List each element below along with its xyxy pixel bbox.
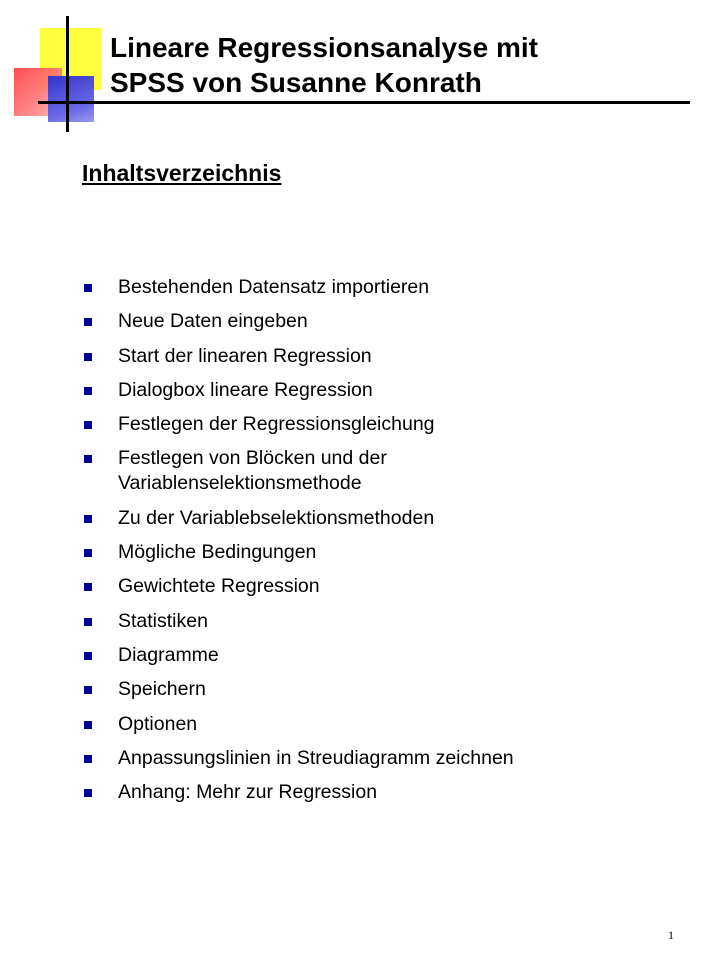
toc-item bbox=[82, 446, 682, 496]
square-bullet-icon bbox=[84, 515, 92, 523]
toc-item bbox=[82, 746, 682, 771]
slide-title-line-1: Lineare Regressionsanalyse mit bbox=[110, 32, 538, 63]
toc-item-text: Bestehenden Datensatz importieren bbox=[118, 276, 430, 298]
square-bullet-icon bbox=[84, 721, 92, 729]
toc-item bbox=[82, 412, 682, 437]
toc-item-text: Mögliche Bedingungen bbox=[118, 541, 317, 564]
square-bullet-icon bbox=[84, 583, 92, 591]
slide-title-line-2: SPSS von Susanne Konrath bbox=[110, 67, 482, 98]
square-bullet-icon bbox=[84, 618, 92, 626]
toc-item bbox=[82, 378, 682, 403]
title-underline-rule bbox=[38, 101, 690, 104]
toc-item bbox=[82, 780, 682, 805]
toc-item-text: Dialogbox lineare Regression bbox=[118, 378, 373, 401]
square-bullet-icon bbox=[84, 284, 92, 292]
toc-item-text: Zu der Variablebselektionsmethoden bbox=[118, 506, 435, 529]
square-bullet-icon bbox=[84, 387, 92, 395]
toc-item bbox=[82, 506, 682, 531]
toc-heading: Inhaltsverzeichnis bbox=[82, 160, 282, 186]
toc-item-text: Speichern bbox=[118, 678, 206, 701]
slide-title bbox=[110, 30, 538, 100]
square-bullet-icon bbox=[84, 686, 92, 694]
toc-item bbox=[82, 712, 682, 737]
toc-item-text: Optionen bbox=[118, 712, 198, 735]
toc-item bbox=[82, 344, 682, 369]
toc-item bbox=[82, 574, 682, 599]
toc-item-text: Festlegen von Blöcken und der bbox=[118, 447, 387, 470]
page-number: 1 bbox=[668, 928, 674, 942]
toc-item bbox=[82, 643, 682, 668]
toc-item-text: Anhang: Mehr zur Regression bbox=[118, 781, 378, 804]
toc-item-text: Neue Daten eingeben bbox=[118, 310, 308, 333]
square-bullet-icon bbox=[84, 318, 92, 326]
toc-item bbox=[82, 677, 682, 702]
square-bullet-icon bbox=[84, 455, 92, 463]
toc-item bbox=[82, 609, 682, 634]
title-decoration bbox=[0, 0, 110, 140]
toc-item-text: Statistiken bbox=[118, 609, 208, 632]
toc-item-text: Festlegen der Regressionsgleichung bbox=[118, 413, 435, 436]
square-bullet-icon bbox=[84, 353, 92, 361]
toc-item-text: Start der linearen Regression bbox=[118, 344, 372, 367]
square-bullet-icon bbox=[84, 421, 92, 429]
square-bullet-icon bbox=[84, 549, 92, 557]
toc-item-text: Diagramme bbox=[118, 643, 219, 666]
toc-item bbox=[82, 309, 682, 334]
vertical-rule bbox=[66, 16, 69, 132]
toc-item-text: Variablenselektionsmethode bbox=[118, 472, 362, 495]
toc-item bbox=[82, 540, 682, 565]
square-bullet-icon bbox=[84, 652, 92, 660]
blue-square-decoration bbox=[48, 76, 94, 122]
toc-item-text: Gewichtete Regression bbox=[118, 575, 320, 598]
toc-list bbox=[82, 275, 682, 814]
square-bullet-icon bbox=[84, 789, 92, 797]
square-bullet-icon bbox=[84, 755, 92, 763]
toc-item bbox=[82, 275, 682, 300]
toc-item-text: Anpassungslinien in Streudiagramm zeichnen bbox=[118, 746, 514, 769]
